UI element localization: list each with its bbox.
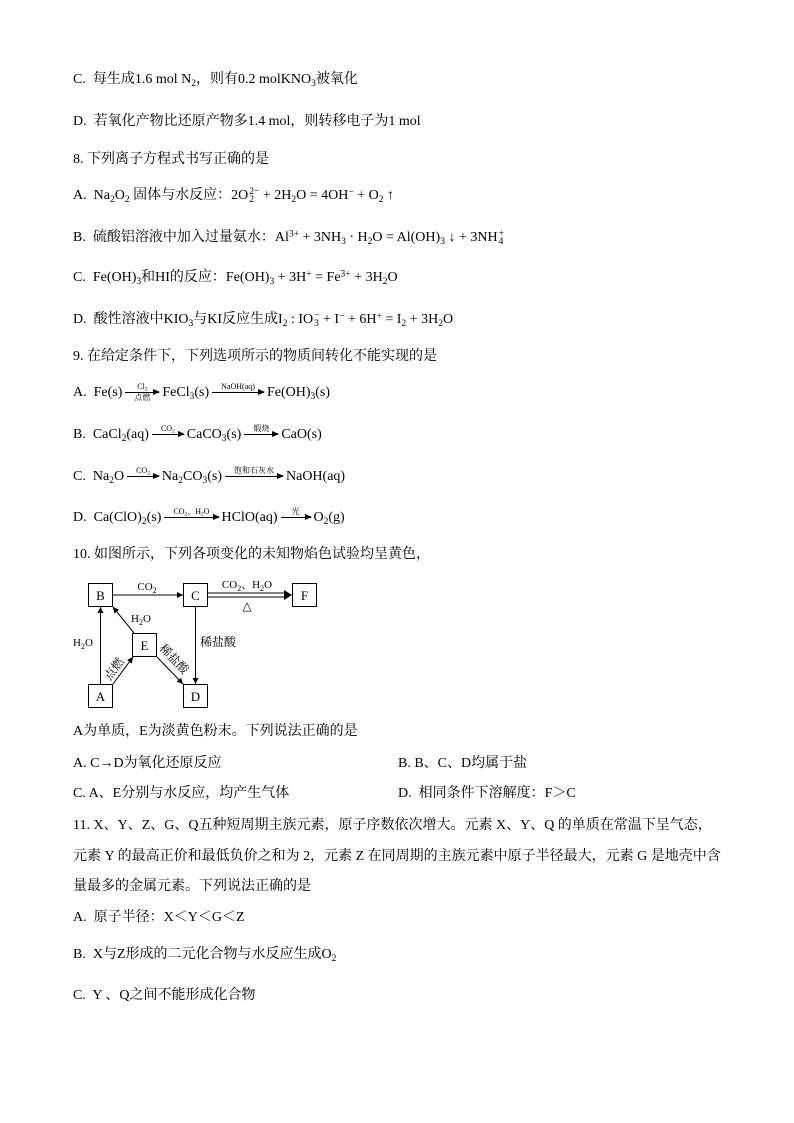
subscript: 3 [314,318,319,329]
text-run: + O [353,188,379,203]
text-run: CO [136,466,148,476]
text-run: HClO(aq) [221,510,278,525]
q8-option-c [73,266,398,290]
arrow-condition-below [212,393,264,403]
box-b-label: B [96,588,105,603]
text-run: 煅烧 [253,424,270,434]
text-run: 被氧化 [315,72,358,87]
subscript: 2 [201,511,204,518]
text-run: FeCl [162,385,190,400]
text-run: O [203,507,210,517]
label-subscript: 2 [237,584,242,593]
subscript: 2 [323,516,329,527]
superscript: 3+ [288,229,299,240]
arrow-line [212,392,264,393]
label-subscript: 2 [152,586,157,595]
arrow-a-to-b-label [73,637,93,651]
text-run: D. 酸性溶液中KIO [73,312,189,327]
subscript: 2 [144,386,148,393]
label-text: CO [221,579,238,591]
subscript: 2 [282,318,288,329]
subscript: 2 [401,318,407,329]
text-run: 光 [291,507,300,517]
box-f [293,584,317,607]
sub-superscript [499,230,504,246]
text-run: + 2H [259,188,292,203]
label-text: O [142,613,151,625]
q10-stem: 10. 如图所示，下列各项变化的未知物焰色试验均呈黄色， [73,547,430,562]
arrow-condition-below: 点燃 [134,393,151,403]
reaction-arrow [225,466,283,487]
label-text: H [131,613,139,625]
text-run: C. Fe(OH) [73,270,137,285]
text-run: Na [161,469,179,484]
subscript: 4 [498,236,504,247]
subscript: 2 [121,433,127,444]
label-text: H [73,637,81,649]
superscript: − [314,310,320,321]
subscript: 3 [136,276,142,287]
box-e [133,634,157,657]
box-d [184,685,208,708]
q8-option-b [73,226,504,250]
text-run: O = 4OH [296,188,349,203]
reaction-arrow [244,424,278,445]
q10-option-d: D. 相同条件下溶解度：F＞C [398,786,576,801]
q10-note: A为单质，E为淡黄色粉末。下列说法正确的是 [73,724,358,739]
superscript: + [376,311,382,322]
text-run: CaCO [186,427,222,442]
subscript: 2 [249,194,254,205]
box-a [89,685,113,708]
q10-option-a: A. C→D为氧化还原反应 [73,756,222,771]
arrow-line [281,517,311,518]
text-run: CO [173,507,185,517]
subscript: 3 [311,78,316,89]
arrow-e-to-b-label [131,613,151,627]
superscript: − [339,311,345,322]
label-subscript: 2 [138,618,143,627]
arrow-line [164,517,218,518]
text-run: CO [183,469,203,484]
q10-option-c: C. A、E分别与水反应，均产生气体 [73,786,290,801]
q11-stem-line-1: 11. X、Y、Z、G、Q五种短周期主族元素，原子序数依次增大。元素 X、Y、Q 的单质在常温下呈气态， [73,818,712,833]
label-text: CO [137,581,153,593]
text-run: 、H [187,507,201,517]
text-run: (g) [328,510,345,525]
text-run: O [313,510,324,525]
text-run: + 3NH [298,230,342,245]
text-run: A. Na [73,188,110,203]
text-run: D. Ca(ClO) [73,510,142,525]
box-c-label: C [191,588,200,603]
superscript: 2− [249,186,260,197]
text-run: NaOH(aq) [286,469,346,484]
box-c [184,584,208,607]
text-run: 固体与水反应：2O [129,188,249,203]
arrow-condition-above [212,382,264,392]
text-run: 与KI反应生成I [193,312,283,327]
heating-condition-symbol: △ [242,599,252,613]
text-run: ↑ [383,188,395,203]
reaction-arrow [164,507,218,528]
q9-option-d [73,506,345,530]
q9-option-b [73,423,322,447]
subscript: 3 [189,391,195,402]
box-e-label: E [140,638,149,653]
arrow-condition-below [225,477,283,487]
arrow-line [244,434,278,435]
text-run: · H [345,230,368,245]
subscript: 2 [109,194,115,205]
arrow-line [152,434,184,435]
text-run: = I [381,312,402,327]
text-run: + 6H [344,312,377,327]
text-run: CaO(s) [281,427,322,442]
arrow-c-to-d-label: 稀盐酸 [200,635,237,649]
text-run: O [113,469,125,484]
arrow-e-to-d-label: 稀盐酸 [156,641,192,677]
q8-stem: 8. 下列离子方程式书写正确的是 [73,152,269,167]
subscript: 2 [291,194,297,205]
subscript: 3 [341,236,346,247]
text-run: O [442,312,454,327]
q11-option-a: A. 原子半径：X＜Y＜G＜Z [73,910,245,925]
text-run: Fe(OH) [266,385,311,400]
arrow-c-to-f-label [222,579,272,593]
arrow-b-to-c-label [137,581,156,595]
subscript: 2 [141,516,147,527]
arrow-condition-above [164,507,218,517]
q10-option-b: B. B、C、D均属于盐 [398,756,528,771]
text-run: O = Al(OH) [372,230,441,245]
text-run: C. 每生成1.6 mol N [73,72,192,87]
subscript: 3 [202,475,208,486]
subscript: 3 [310,391,316,402]
q11-option-b [73,943,336,967]
text-run: (s) [194,385,210,400]
superscript: + [498,228,504,239]
subscript: 2 [147,470,150,477]
reaction-arrow [127,466,159,487]
text-run: 和HI的反应：Fe(OH) [141,270,270,285]
superscript: + [306,269,312,280]
text-run: (aq) [126,427,149,442]
subscript: 2 [109,475,114,486]
subscript: 3 [221,433,227,444]
text-run: (s) [315,385,331,400]
q8-option-a [73,184,394,208]
reaction-arrow [152,424,184,445]
arrow-condition-below [164,518,218,528]
reaction-flow-diagram [64,576,334,712]
text-run: (s) [207,469,222,484]
text-run: NaOH(aq) [221,382,255,392]
text-run: : IO [287,312,314,327]
text-run: ↓ + 3NH [444,230,498,245]
text-run: (s) [146,510,162,525]
text-run: + 3H [274,270,307,285]
box-b [89,584,113,607]
text-run: O [114,188,125,203]
text-run: = Fe [311,270,341,285]
reaction-arrow [125,382,159,403]
subscript: 2 [331,953,337,964]
subscript: 2 [382,276,388,287]
q11-stem-line-2: 元素 Y 的最高正价和最低负价之和为 2，元素 Z 在同周期的主族元素中原子半径最大，元素 G 是地壳中含 [73,849,721,864]
text-run: O [387,270,398,285]
label-text: O [264,579,273,591]
subscript: 2 [191,78,196,89]
reaction-arrow [212,382,264,403]
subscript: 2 [172,428,175,435]
text-run: + 3H [350,270,383,285]
subscript: 2 [438,318,443,329]
subscript: 2 [124,194,130,205]
superscript: 3+ [340,269,351,280]
text-run: 饱和石灰水 [234,466,274,476]
subscript: 2 [367,236,373,247]
text-run: B. 硫酸铝溶液中加入过量氨水：Al [73,230,289,245]
sub-superscript [249,188,259,204]
box-a-label: A [95,689,106,704]
arrow-a-to-e-label: 点燃 [101,655,127,683]
arrow-line [225,476,283,477]
q9-stem: 9. 在给定条件下，下列选项所示的物质间转化不能实现的是 [73,349,437,364]
text-run: C. Na [73,469,110,484]
subscript: 3 [188,318,194,329]
label-text: 、H [241,579,261,591]
subscript: 3 [440,236,445,247]
box-f-label: F [300,588,309,603]
text-run: + I [319,312,340,327]
text-run: B. CaCl [73,427,122,442]
subscript: 2 [178,475,183,486]
text-run: (s) [226,427,242,442]
arrow-line [125,392,159,393]
text-run: + 3H [406,312,439,327]
reaction-arrow [281,507,311,528]
text-run: A. Fe(s) [73,385,123,400]
label-subscript: 2 [80,642,85,651]
box-d-label: D [190,689,201,704]
q11-option-c: C. Y 、Q之间不能形成化合物 [73,988,256,1003]
arrow-c-to-f-head [284,590,292,600]
q11-stem-line-3: 量最多的金属元素。下列说法正确的是 [73,879,311,894]
label-text: O [84,637,93,649]
arrow-condition-above [225,466,283,476]
q9-option-a [73,381,330,405]
subscript: 3 [269,276,275,287]
arrow-line [127,476,159,477]
text-run: ，则有0.2 molKNO [196,72,312,87]
q9-option-c [73,465,345,489]
text-run: Cl [137,382,145,392]
q7-option-d: D. 若氧化产物比还原产物多1.4 mol，则转移电子为1 mol [73,114,421,129]
subscript: 2 [184,511,188,518]
q7-option-c [73,68,358,92]
text-run: CO [160,424,173,434]
text-run: B. X与Z形成的二元化合物与水反应生成O [73,947,332,962]
q8-option-d [73,308,453,332]
subscript: 2 [378,194,384,205]
superscript: − [348,187,354,198]
label-subscript: 2 [260,584,265,593]
